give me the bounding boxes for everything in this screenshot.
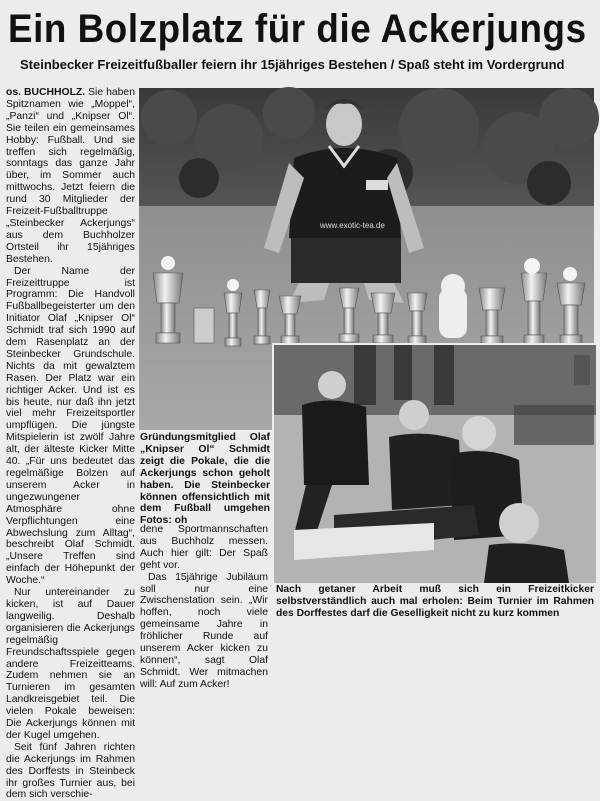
- article-paragraph: Das 15jährige Jubiläum soll nur eine Zwischenstation sein. „Wir hoffen, noch viele gemeinsame Jahre in fröhlicher Runde auf unserem Acker kicken zu können“, sagt Olaf Schmidt. Wer mitmachen will: Auf zum Acker!: [140, 571, 268, 690]
- jersey-text: www.exotic-tea.de: [320, 221, 385, 230]
- headline: Ein Bolzplatz für die Ackerjungs: [8, 7, 587, 51]
- caption-text: Gründungsmitglied Olaf „Knipser Ol“ Schmidt zeigt die Pokale, die die Ackerjungs schon geholt haben. Die Steinbecker können offensichtlich mit dem Fußball umgehen: [140, 432, 270, 515]
- subheadline: Steinbecker Freizeitfußballer feiern ihr 15jähriges Bestehen / Spaß steht im Vordergrund: [20, 57, 565, 72]
- article-paragraph: dene Sportmannschaften aus Buchholz messen. Auch hier gilt: Der Spaß geht vor.: [140, 524, 268, 571]
- photo-credit: Fotos: oh: [140, 515, 188, 527]
- photo-players-resting: [272, 343, 598, 585]
- article-column-2: [140, 524, 268, 690]
- article-column-1: [6, 87, 135, 801]
- article-paragraph: Der Name der Freizeittruppe ist Programm: Die Handvoll Fußballbegeisterter um den Initiator Olaf „Knipser Ol“ Schmidt traf sich 1990 auf dem Rasenplatz an der Steinbecker Grundschule. Nichts da mit gewalztem Rasen. Der Platz war ein richtiger Acker. Und ist es bis heute, nur daß ihn jetzt viel mehr Freizeitsportler umpflügen. Die jüngste Mitspielerin ist zwölf Jahre alt, der älteste Kicker Mitte 40. „Für uns bedeutet das regelmäßige Bolzen auf unserem Acker in ungezwungener Atmosphäre ohne Verpflichtungen eine Abwechslung zum Alltag“, beschreibt Olaf Schmidt. „Unsere Treffen sind einfach der Höhepunkt der Woche.“: [6, 265, 135, 587]
- photo-caption-2: Nach getaner Arbeit muß sich ein Freizeitkicker selbstverständlich auch mal erholen: Beim Turnier im Rahmen des Dorffestes darf die Geselligkeit nicht zu kurz kommen: [276, 584, 594, 619]
- article-paragraph: Nur untereinander zu kicken, ist auf Dauer langweilig. Deshalb organisieren die Ackerjungs regelmäßig Freundschaftsspiele gegen andere Freizeitteams. Zudem nehmen sie an Turnieren im gesamten Landkreisgebiet teil. Die vielen Pokale beweisen: Die Ackerjungs können mit der Kugel umgehen.: [6, 587, 135, 741]
- photo-caption-1: [140, 432, 270, 527]
- article-paragraph: Seit fünf Jahren richten die Ackerjungs im Rahmen des Dorffests in Steinbeck ihr großes Turnier aus, bei dem sich verschie-: [6, 741, 135, 801]
- article-paragraph: [6, 87, 135, 266]
- dateline: os. BUCHHOLZ.: [6, 87, 86, 98]
- paragraph-text: Sie haben Spitznamen wie „Moppel“, „Panzi“ und „Knipser Ol“. Sie teilen ein gemeinsames Hobby: Fußball. Und sie treffen sich regelmäßig, sonntags das ganze Jahr über, im Sommer auch mittwochs. Jetzt feiern die rund 30 Mitglieder der Freizeit-Fußballtruppe „Steinbecker Ackerjungs“ aus dem Buchholzer Ortsteil ihr 15jähriges Bestehen.: [6, 87, 135, 265]
